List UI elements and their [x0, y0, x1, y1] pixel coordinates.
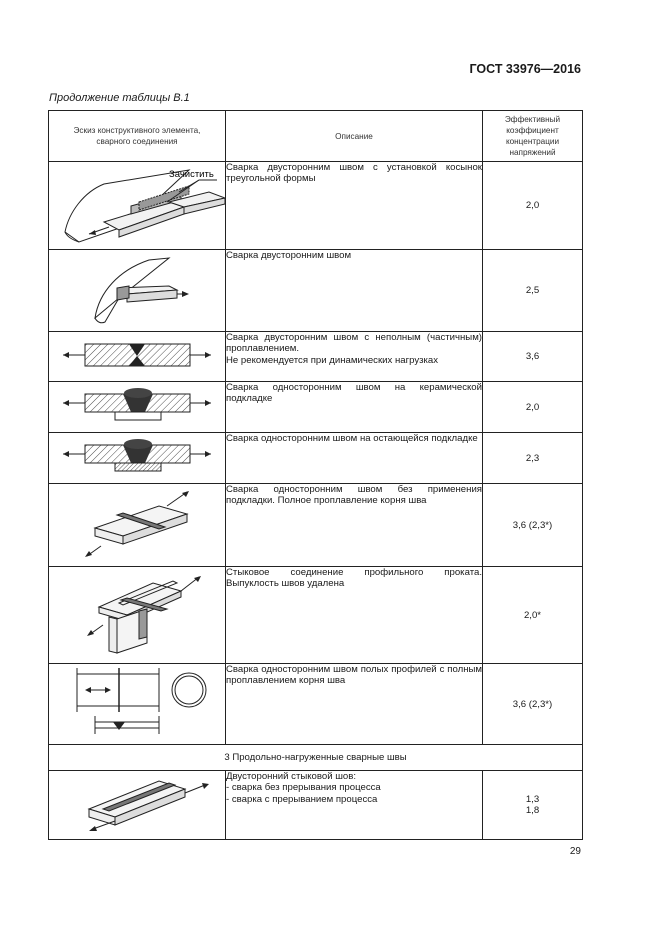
longitudinal-butt-weld-sketch	[49, 771, 226, 839]
sketch-cell	[49, 567, 226, 664]
sketch-cell	[49, 250, 226, 332]
sketch-cell	[49, 382, 226, 433]
table-row	[49, 433, 583, 484]
row-coefficient: 2,3	[483, 433, 583, 484]
table-row	[49, 250, 583, 332]
table-row	[49, 162, 583, 250]
column-header-sketch: Эскиз конструктивного элемента, сварного соединения	[49, 111, 226, 162]
no-backing-weld-sketch	[49, 484, 226, 566]
row-coefficient: 2,0	[483, 162, 583, 250]
row-coefficient: 2,0	[483, 382, 583, 433]
double-sided-weld-sketch	[49, 250, 226, 331]
ceramic-backing-sketch	[49, 382, 226, 432]
row-description: Сварка двусторонним швом	[226, 250, 483, 332]
row-coefficient: 1,3 1,8	[483, 771, 583, 840]
row-coefficient: 3,6	[483, 332, 583, 382]
row-description: Сварка односторонним швом на остающейся подкладке	[226, 433, 483, 484]
sketch-cell	[49, 664, 226, 745]
table-row	[49, 484, 583, 567]
table-row	[49, 567, 583, 664]
sketch-label: Зачистить	[169, 169, 214, 180]
row-coefficient: 2,0*	[483, 567, 583, 664]
table-section-row	[49, 745, 583, 771]
stress-concentration-table	[48, 110, 583, 840]
row-description: Двусторонний стыковой шов: - сварка без прерывания процесса - сварка с прерыванием процесса	[226, 771, 483, 840]
row-coefficient: 3,6 (2,3*)	[483, 484, 583, 567]
row-coefficient: 2,5	[483, 250, 583, 332]
column-header-coefficient: Эффективный коэффициент концентрации напряжений	[483, 111, 583, 162]
row-coefficient: 3,6 (2,3*)	[483, 664, 583, 745]
table-header-row	[49, 111, 583, 162]
sketch-cell	[49, 484, 226, 567]
table-row	[49, 332, 583, 382]
row-description: Стыковое соединение профильного проката. Выпуклость швов удалена	[226, 567, 483, 664]
row-description: Сварка двусторонним швом с неполным (частичным) проплавлением. Не рекомендуется при динамических нагрузках	[226, 332, 483, 382]
table-caption: Продолжение таблицы В.1	[49, 92, 190, 104]
table-row	[49, 771, 583, 840]
table-row	[49, 382, 583, 433]
column-header-description: Описание	[226, 111, 483, 162]
sketch-cell	[49, 162, 226, 250]
row-description: Сварка односторонним швом на керамической подкладке	[226, 382, 483, 433]
section-title: 3 Продольно-нагруженные сварные швы	[49, 745, 583, 771]
page-number: 29	[569, 846, 581, 857]
row-description: Сварка односторонним швом без применения подкладки. Полное проплавление корня шва	[226, 484, 483, 567]
profile-butt-joint-sketch	[49, 567, 226, 663]
gusset-weld-sketch	[49, 162, 226, 249]
sketch-cell	[49, 771, 226, 840]
permanent-backing-sketch	[49, 433, 226, 483]
sketch-cell	[49, 433, 226, 484]
hollow-profile-sketch	[49, 664, 226, 744]
row-description: Сварка односторонним швом полых профилей с полным проплавлением корня шва	[226, 664, 483, 745]
table-row	[49, 664, 583, 745]
sketch-cell	[49, 332, 226, 382]
standard-code: ГОСТ 33976—2016	[469, 62, 581, 76]
row-description: Сварка двусторонним швом с установкой косынок треугольной формы	[226, 162, 483, 250]
partial-penetration-sketch	[49, 332, 226, 381]
